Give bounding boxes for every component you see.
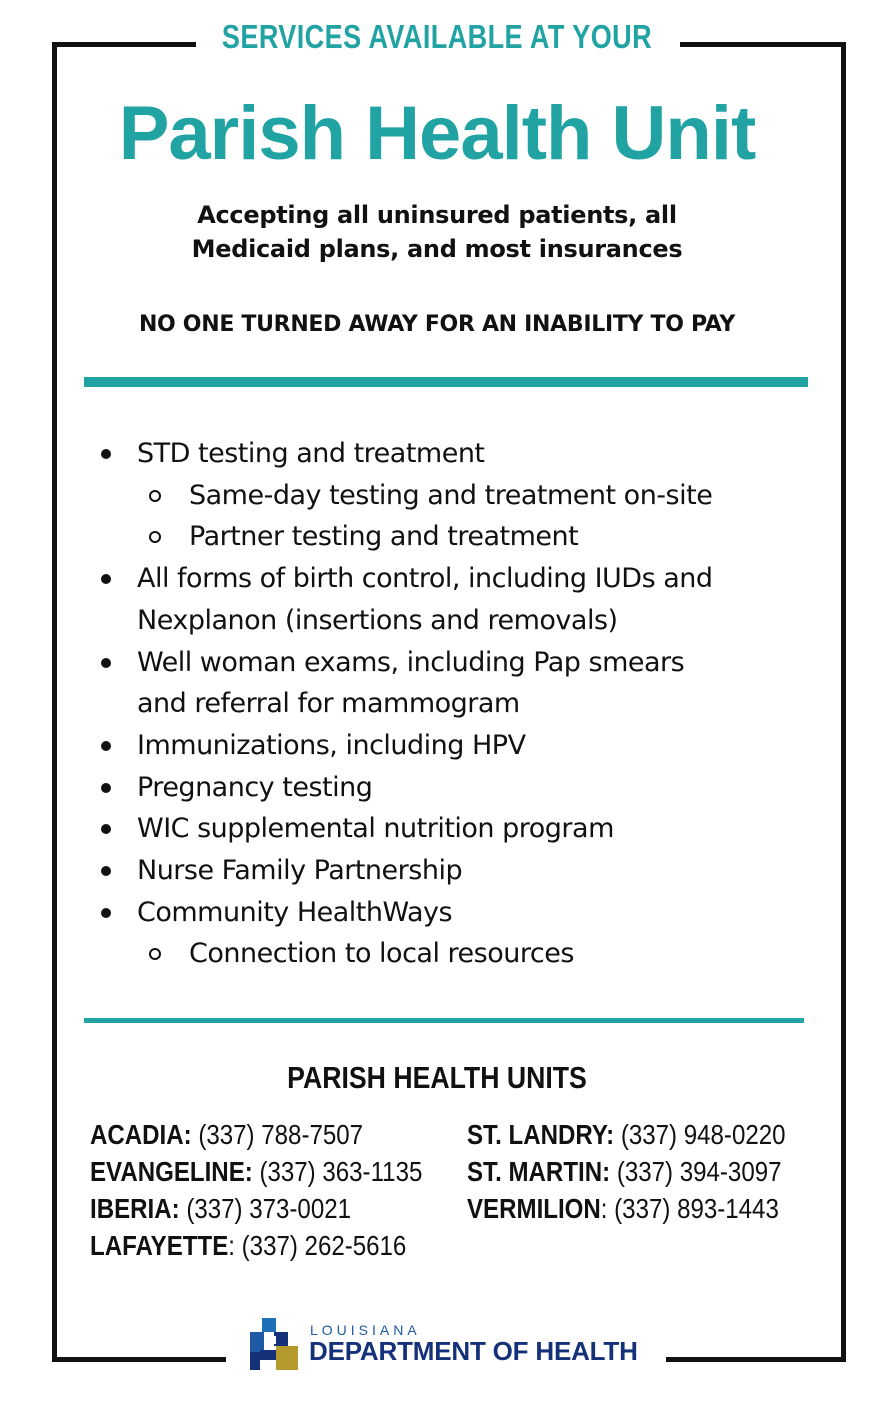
service-birth-control-1: All forms of birth control, including IUDs and bbox=[137, 563, 713, 595]
unit-row-evangeline bbox=[90, 1153, 422, 1190]
services-list bbox=[0, 433, 874, 975]
list-item bbox=[0, 433, 874, 475]
accepting-line-1: Accepting all uninsured patients, all bbox=[197, 201, 677, 229]
list-item bbox=[0, 516, 874, 558]
parish-units-heading: PARISH HEALTH UNITS bbox=[287, 1060, 587, 1095]
service-healthways-local: Connection to local resources bbox=[189, 938, 574, 970]
list-item bbox=[0, 725, 874, 767]
list-item bbox=[0, 933, 874, 975]
logo-department: DEPARTMENT OF HEALTH bbox=[309, 1336, 638, 1366]
unit-name: EVANGELINE: bbox=[90, 1156, 253, 1187]
cross-logo-icon bbox=[248, 1316, 300, 1372]
unit-row-st-martin bbox=[467, 1153, 786, 1190]
service-std: STD testing and treatment bbox=[137, 438, 485, 469]
unit-row-lafayette bbox=[90, 1227, 422, 1264]
service-healthways: Community HealthWays bbox=[137, 896, 453, 928]
unit-phone: (337) 394-3097 bbox=[610, 1156, 782, 1187]
unit-phone: : (337) 893-1443 bbox=[600, 1193, 779, 1224]
list-item bbox=[0, 808, 874, 850]
unit-name: IBERIA: bbox=[90, 1193, 180, 1224]
ldh-logo bbox=[248, 1316, 658, 1372]
parish-units-right-column bbox=[467, 1116, 837, 1227]
service-well-woman-2: and referral for mammogram bbox=[137, 688, 520, 720]
service-pregnancy: Pregnancy testing bbox=[137, 771, 373, 803]
parish-units-left-column bbox=[90, 1116, 476, 1264]
list-item bbox=[0, 767, 874, 809]
unit-phone: (337) 373-0021 bbox=[179, 1193, 352, 1224]
service-birth-control-2: Nexplanon (insertions and removals) bbox=[137, 604, 618, 636]
accepting-statement bbox=[0, 198, 874, 266]
unit-name: LAFAYETTE bbox=[90, 1230, 229, 1261]
kicker-heading: SERVICES AVAILABLE AT YOUR bbox=[221, 18, 653, 55]
list-item bbox=[0, 558, 874, 641]
unit-row-acadia bbox=[90, 1116, 422, 1153]
unit-phone: (337) 363-1135 bbox=[252, 1156, 423, 1187]
list-item bbox=[0, 475, 874, 517]
list-item bbox=[0, 850, 874, 892]
unit-row-st-landry bbox=[467, 1116, 786, 1153]
divider-bottom bbox=[84, 1018, 804, 1023]
list-item bbox=[0, 892, 874, 934]
unit-name: ST. LANDRY: bbox=[467, 1119, 615, 1150]
unit-name: ACADIA: bbox=[90, 1119, 192, 1150]
service-std-same-day: Same-day testing and treatment on-site bbox=[189, 479, 713, 511]
divider-top bbox=[84, 377, 808, 387]
service-std-partner: Partner testing and treatment bbox=[189, 521, 579, 553]
service-wic: WIC supplemental nutrition program bbox=[137, 813, 614, 845]
unit-phone: : (337) 262-5616 bbox=[228, 1230, 407, 1261]
accepting-line-2: Medicaid plans, and most insurances bbox=[191, 235, 683, 263]
service-immunizations: Immunizations, including HPV bbox=[137, 729, 526, 761]
unit-phone: (337) 788-7507 bbox=[191, 1119, 364, 1150]
page-title: Parish Health Unit bbox=[118, 91, 756, 176]
unit-name: ST. MARTIN: bbox=[467, 1156, 611, 1187]
logo-louisiana: LOUISIANA bbox=[310, 1322, 421, 1338]
service-well-woman-1: Well woman exams, including Pap smears bbox=[137, 646, 685, 678]
unit-row-iberia bbox=[90, 1190, 422, 1227]
no-one-turned-away: NO ONE TURNED AWAY FOR AN INABILITY TO PAY bbox=[138, 312, 736, 337]
unit-name: VERMILION bbox=[467, 1193, 601, 1224]
service-nurse-family: Nurse Family Partnership bbox=[137, 855, 463, 887]
unit-phone: (337) 948-0220 bbox=[614, 1119, 786, 1150]
list-item bbox=[0, 642, 874, 725]
unit-row-vermilion bbox=[467, 1190, 786, 1227]
